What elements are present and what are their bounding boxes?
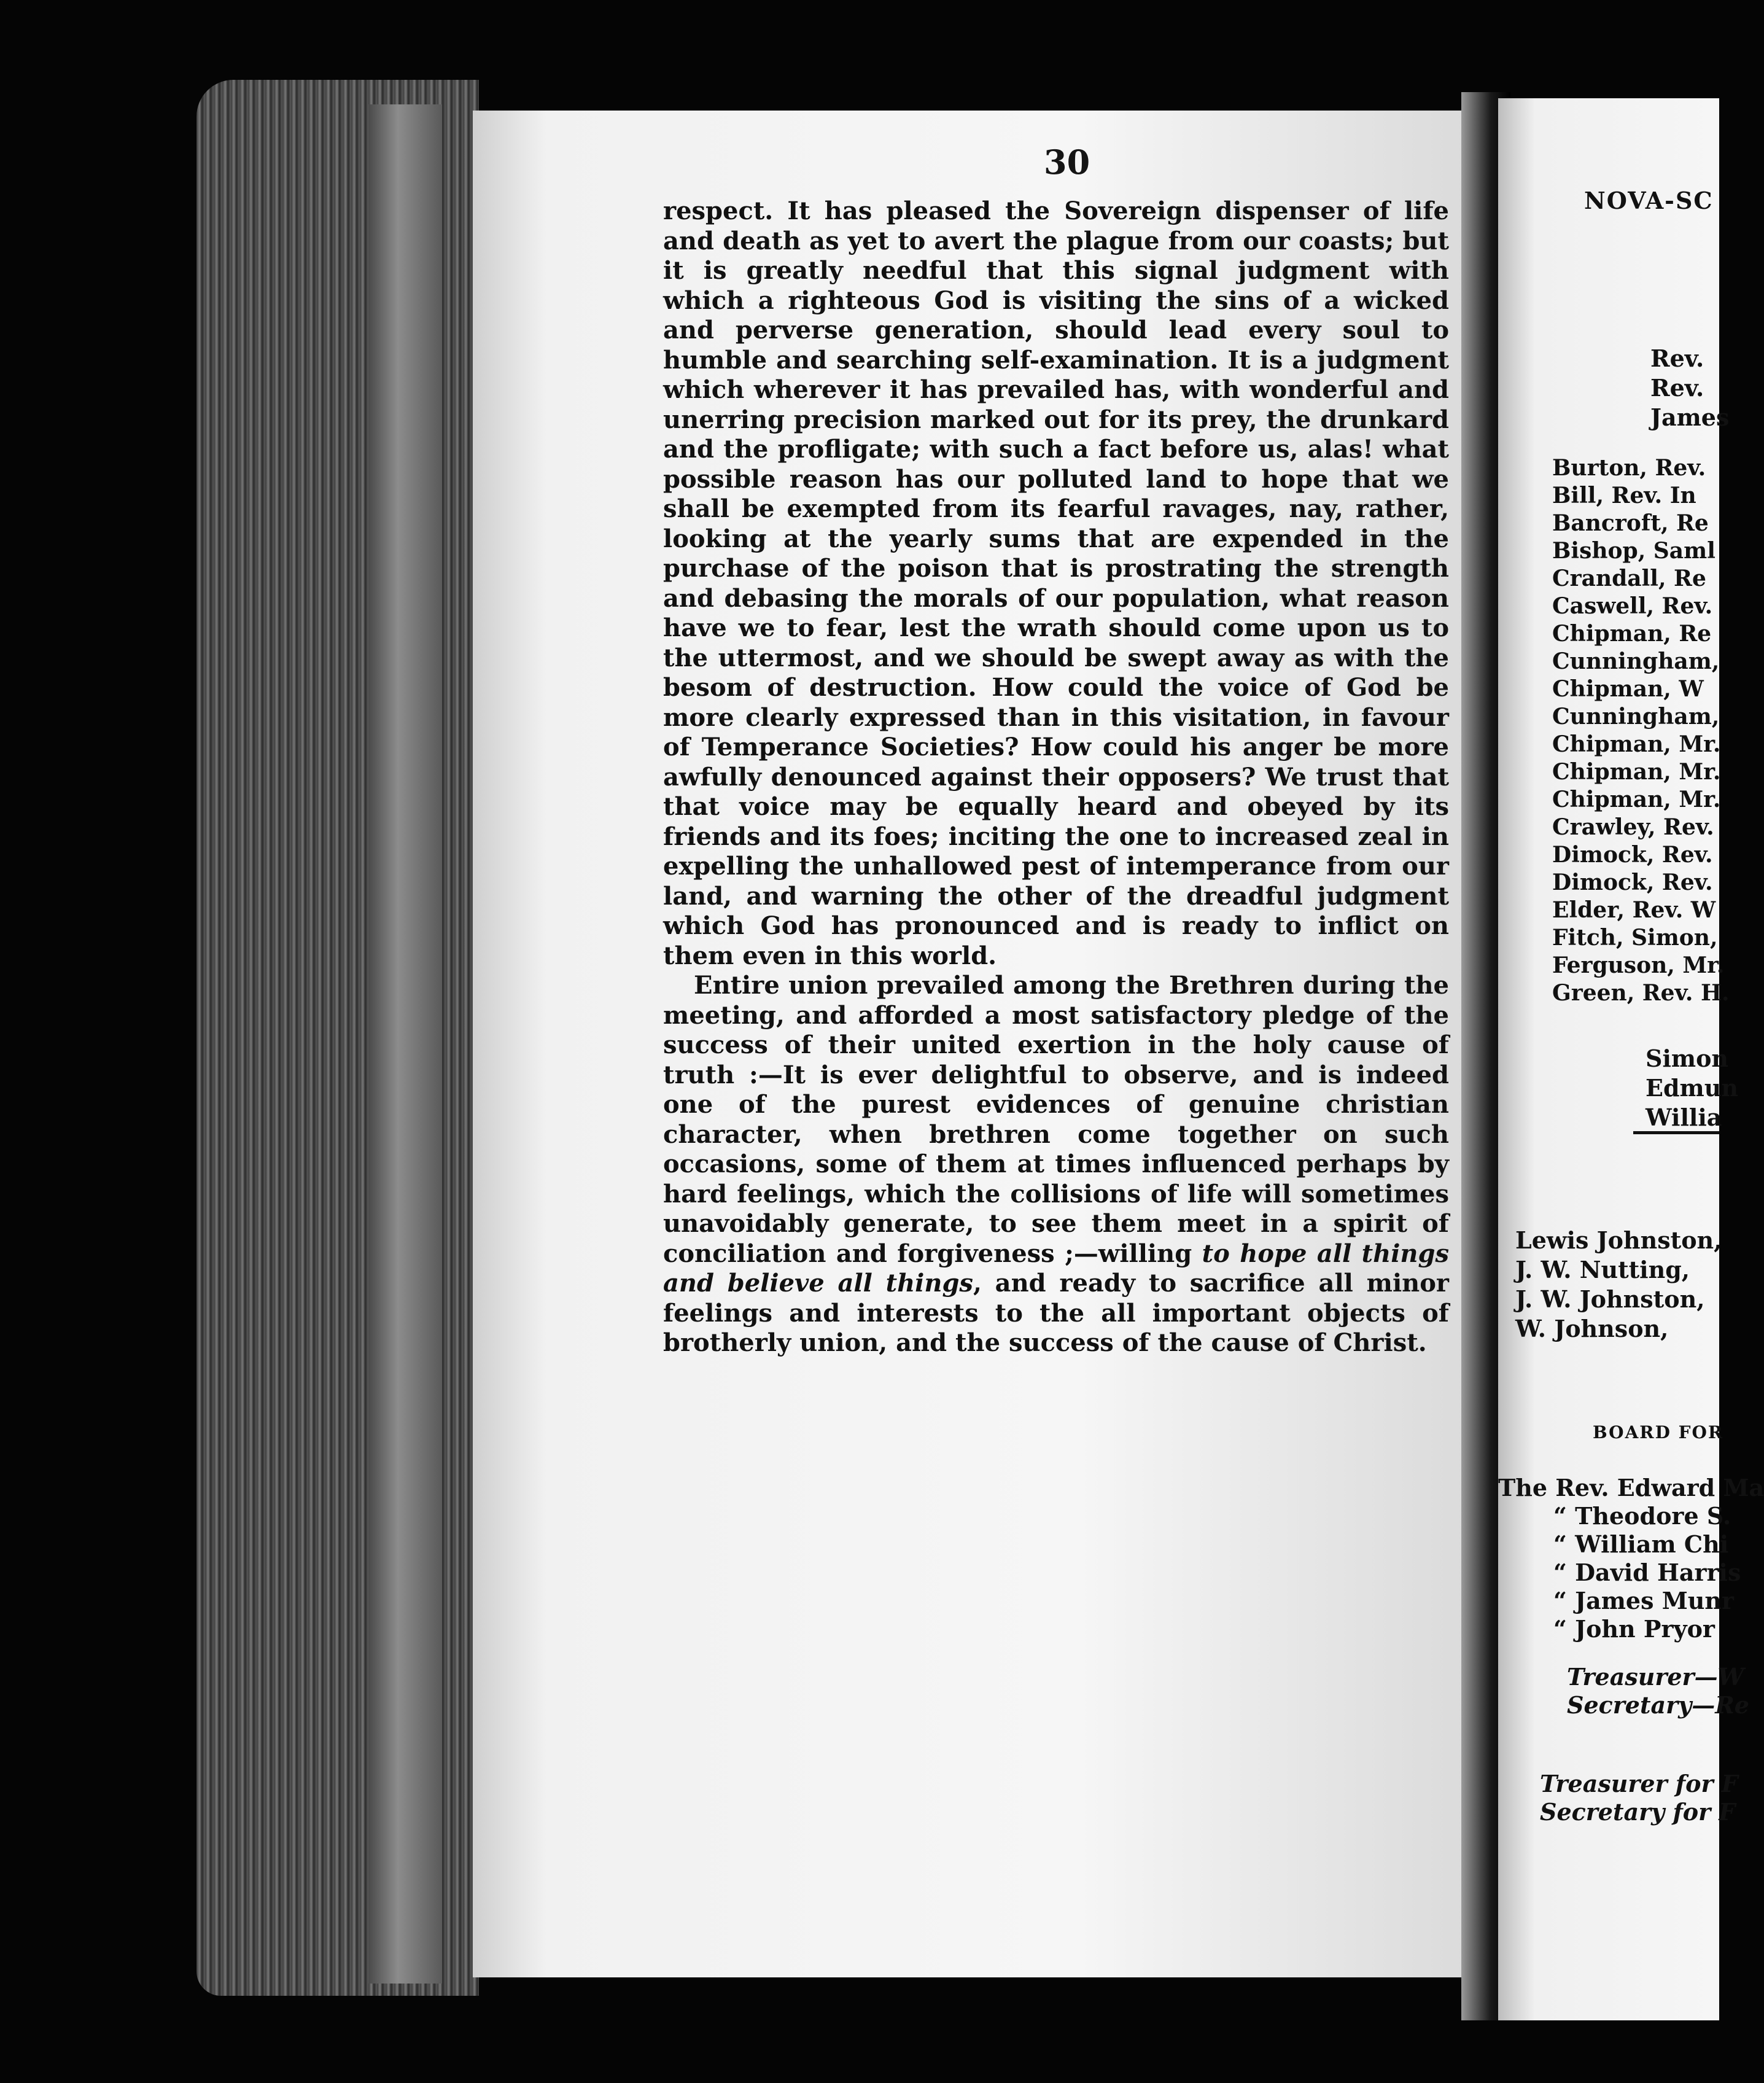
member-line: Bill, Rev. In (1552, 483, 1696, 508)
member-line: Chipman, Mr. (1552, 759, 1721, 785)
member-line: Ferguson, Mr. (1552, 952, 1725, 978)
board-line: “ David Harris (1553, 1559, 1741, 1586)
board-line: “ William Chi (1553, 1530, 1729, 1558)
member-line: Chipman, Mr. (1552, 787, 1721, 812)
officers-list (1650, 344, 1730, 432)
board-officers (1567, 1663, 1749, 1719)
members-list (1552, 454, 1730, 1007)
member-line: Caswell, Rev. (1552, 593, 1713, 619)
board-line: “ John Pryor (1553, 1615, 1715, 1643)
signers-list (1645, 1044, 1738, 1132)
member-line: Crawley, Rev. (1552, 814, 1714, 840)
officer-line: Rev. (1650, 345, 1704, 372)
board-officer-line: Secretary—Re (1567, 1691, 1749, 1719)
member-line: Crandall, Re (1552, 566, 1706, 591)
member-line: Bishop, Saml (1552, 538, 1715, 564)
officer-line: James (1650, 403, 1730, 431)
fund-officer-line: Treasurer for F (1540, 1770, 1738, 1797)
board-list (1498, 1474, 1764, 1643)
right-page-header: NOVA-SC (1584, 187, 1714, 214)
member-line: Cunningham, (1552, 704, 1720, 730)
paragraph-2 (663, 971, 1449, 1358)
member-line: Chipman, Mr. (1552, 731, 1721, 757)
member-line: Burton, Rev. (1552, 455, 1706, 481)
page-edge-shadow (368, 104, 442, 1984)
signer-line: Edmun (1645, 1074, 1738, 1102)
signer-line: Willia (1645, 1104, 1722, 1131)
committee-line: J. W. Nutting, (1515, 1256, 1690, 1283)
member-line: Dimock, Rev. (1552, 842, 1713, 868)
board-officer-line: Treasurer—W (1567, 1663, 1744, 1691)
board-heading: BOARD FOR (1593, 1422, 1724, 1443)
member-line: Bancroft, Re (1552, 510, 1709, 536)
member-line: Dimock, Rev. (1552, 870, 1713, 895)
board-line: “ Theodore S. (1553, 1502, 1731, 1530)
committee-line: J. W. Johnston, (1515, 1285, 1705, 1313)
committee-list (1515, 1226, 1722, 1344)
committee-line: Lewis Johnston, (1515, 1226, 1722, 1254)
board-line: The Rev. Edward Ma (1498, 1474, 1764, 1501)
member-line: Fitch, Simon, (1552, 925, 1718, 951)
page-number: 30 (1044, 142, 1090, 182)
paragraph-2-start: Entire union prevailed among the Brethren during the meeting, and afforded a most satisfactory pledge of the success of their united exertion in the holy cause of truth :—It is ever delightful to observe, and is indeed one of the purest evidences of genuine christian character, when brethren come together on such occasions, some of them at times influenced perhaps by hard feelings, which the collisions of life will sometimes unavoidably generate, to see them meet in a spirit of conciliation and forgiveness ;—willing (663, 971, 1449, 1268)
left-page-body (663, 197, 1449, 1358)
fund-officer-line: Secretary for F (1540, 1798, 1736, 1826)
member-line: Elder, Rev. W (1552, 897, 1716, 923)
signer-line: Simon (1645, 1045, 1729, 1072)
officer-line: Rev. (1650, 374, 1704, 402)
section-divider (1633, 1131, 1719, 1134)
member-line: Chipman, W (1552, 676, 1704, 702)
fund-officers (1540, 1770, 1738, 1826)
member-line: Green, Rev. H. (1552, 980, 1730, 1006)
paragraph-1: respect. It has pleased the Sovereign dispenser of life and death as yet to avert the plague from our coasts; but it is greatly needful that this signal judgment with which a righteous God is visiting the sins of a wicked and perverse generation, should lead every soul to humble and searching self-examination. It is a judgment which wherever it has prevailed has, with wonderful and unerring precision marked out for its prey, the drunkard and the profligate; with such a fact before us, alas! what possible reason has our polluted land to hope that we shall be exempted from its fearful ravages, nay, rather, looking at the yearly sums that are expended in the purchase of the poison that is prostrating the strength and debasing the morals of our population, what reason have we to fear, lest the wrath should come upon us to the uttermost, and we should be swept away as with the besom of destruction. How could the voice of God be more clearly expressed than in this visitation, in favour of Temperance Societies? How could his anger be more awfully denounced against their opposers? We trust that that voice may be equally heard and obeyed by its friends and its foes; inciting the one to increased zeal in expelling the unhallowed pest of intemperance from our land, and warning the other of the dreadful judgment which God has pronounced and is ready to inflict on them even in this world. (663, 197, 1449, 970)
committee-line: W. Johnson, (1515, 1315, 1669, 1342)
board-line: “ James Munr (1553, 1587, 1735, 1614)
paragraph-2-italic: to hope all things and believe all things (663, 1239, 1450, 1298)
member-line: Cunningham, (1552, 648, 1720, 674)
paragraph-2-end: , and ready to sacrifice all minor feelings and interests to the all important objects of brotherly union, and the success of the cause of Christ. (663, 1269, 1450, 1357)
member-line: Chipman, Re (1552, 621, 1712, 647)
